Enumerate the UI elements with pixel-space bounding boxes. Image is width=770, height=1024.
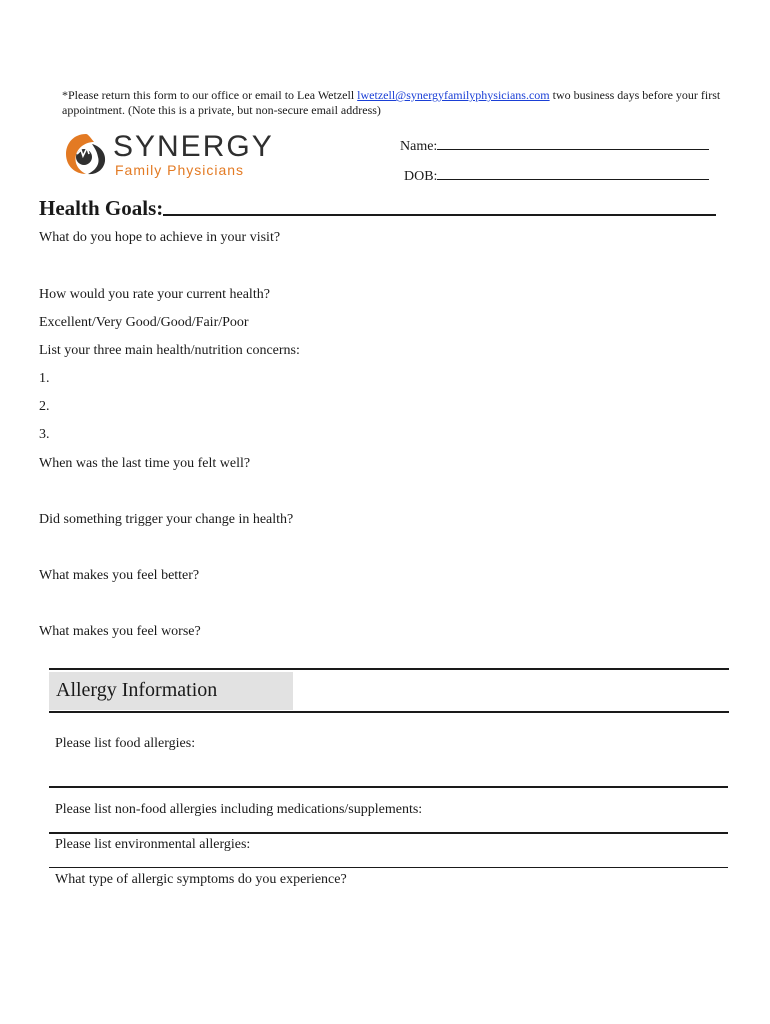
name-field[interactable] [400, 137, 709, 155]
question-feel-better: What makes you feel better? [39, 568, 200, 583]
concern-item-2: 2. [39, 399, 50, 414]
dob-line[interactable] [437, 167, 709, 180]
return-instructions [62, 88, 742, 118]
environmental-allergies-line[interactable] [49, 867, 728, 868]
synergy-logo-icon [62, 130, 110, 178]
health-goals-heading: Health Goals: [39, 196, 164, 220]
dob-field[interactable] [404, 167, 709, 185]
question-feel-worse: What makes you feel worse? [39, 624, 201, 639]
health-rating-options: Excellent/Very Good/Good/Fair/Poor [39, 315, 249, 330]
concern-item-3: 3. [39, 427, 50, 442]
logo-wordmark: SYNERGY [113, 130, 274, 163]
health-goals-line[interactable] [163, 214, 716, 216]
notice-text-before: *Please return this form to our office or email to Lea Wetzell [62, 88, 358, 102]
question-felt-well: When was the last time you felt well? [39, 456, 251, 471]
name-label: Name: [400, 139, 438, 154]
nonfood-allergies-line[interactable] [49, 832, 728, 834]
question-nonfood-allergies: Please list non-food allergies including medications/supplements: [55, 802, 423, 817]
question-visit-goal: What do you hope to achieve in your visit? [39, 230, 281, 245]
logo-tagline: Family Physicians [115, 162, 245, 178]
name-line[interactable] [437, 137, 709, 150]
allergy-bottom-rule [49, 711, 729, 713]
allergy-top-rule [49, 668, 729, 670]
allergy-heading: Allergy Information [56, 679, 218, 701]
question-environmental-allergies: Please list environmental allergies: [55, 837, 251, 852]
question-allergic-symptoms: What type of allergic symptoms do you experience? [55, 872, 347, 887]
question-rate-health: How would you rate your current health? [39, 287, 270, 302]
notice-text-after: two business days before your first appointment. (Note this is a private, but non-secure email address) [62, 88, 721, 117]
email-link[interactable]: lwetzell@synergyfamilyphysicians.com [357, 88, 550, 102]
question-food-allergies: Please list food allergies: [55, 736, 196, 751]
food-allergies-line[interactable] [49, 786, 728, 788]
concern-item-1: 1. [39, 371, 50, 386]
question-trigger: Did something trigger your change in health? [39, 512, 294, 527]
dob-label: DOB: [404, 169, 438, 184]
question-main-concerns: List your three main health/nutrition concerns: [39, 343, 300, 358]
